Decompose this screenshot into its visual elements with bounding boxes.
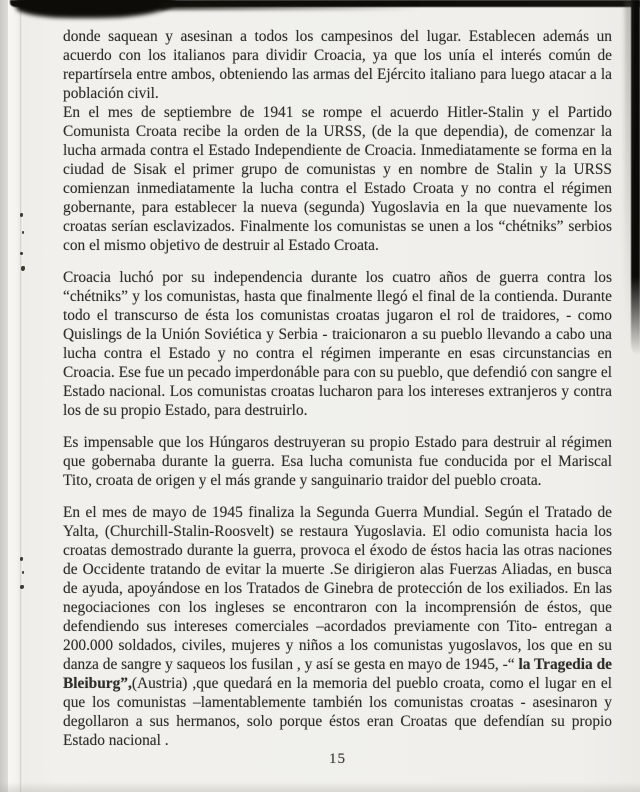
paragraph-2: En el mes de septiembre de 1941 se rompe el acuerdo Hitler-Stalin y el Partido Comunista Croata recibe la orden de la URSS, (de la que dependia), de comenzar la lucha armada contra el Estado Independiente de Croacia. Inmediatamente se forma en la ciudad de Sisak el primer grupo de comunistas y en nombre de Stalin y la URSS comienzan inmediatamente la lucha contra el Estado Croata y no contra el régimen gobernante, para establecer la nueva (segunda) Yugoslavia en la que nuevamente los croatas serían esclavizados. Finalmente los comunistas se unen a los “chétniks” serbios con el mismo objetivo de destruir al Estado Croata. [63,104,612,254]
scan-edge-left [0,0,8,792]
paragraph-5-text: En el mes de mayo de 1945 finaliza la Segunda Guerra Mundial. Según el Tratado de Yalta, (Churchill-Stalin-Roosvelt) se restaura Yugoslavia. El odio comunista hacia los croatas demostrado durante la guerra, provoca el éxodo de éstos hacia las otras naciones de Occidente tratando de evitar la muerte .Se dirigieron alas Fuerzas Aliadas, en busca de ayuda, apoyándose en los Tratados de Ginebra de protección de los exiliados. En las negociaciones con los ingleses se encontraron con la incomprensión de éstos, que defendiendo sus intereses comerciales –acordados previamente con Tito- entregan a 200.000 soldados, civiles, mujeres y niños a los comunistas yugoslavos, los que en su danza de sangre y saqueos los fusilan , y así se gesta en mayo de 1945, -“ [63,504,612,673]
paragraph-5-bold-phrase: la Tragedia de Bleiburg”, [63,656,612,692]
paragraph-4: Es impensable que los Húngaros destruyeran su propio Estado para destruir al régimen que gobernaba durante la guerra. Esa lucha comunista fue conducida por el Mariscal Tito, croata de origen y el más grande y sanguinario traidor del pueblo croata. [63,434,612,489]
scan-shadow-right [631,0,640,355]
paragraph-5-text-after: (Austria) ,que quedará en la memoria del pueblo croata, como el lugar en el que los comunistas –lamentablemente también los comunistas croatas - asesinaron y degollaron a sus hermanos, solo porque éstos eran Croatas que defendían su propio Estado nacional . [63,675,612,749]
scan-shadow-top-taper [160,2,420,10]
page-number: 15 [329,751,346,767]
scan-edge-bottom [0,782,640,792]
paragraph-5 [63,503,612,750]
scan-shadow-top-blob [16,0,176,18]
binding-ink-speck [22,231,24,234]
scan-shadow-right-soft [625,0,632,330]
binding-ink-speck [22,571,24,574]
binding-ink-speck [20,585,24,589]
binding-ink-speck [21,266,25,271]
text-block [63,27,612,750]
scan-edge-left-highlight [8,0,18,792]
paragraph-1: donde saquean y asesinan a todos los campesinos del lugar. Establecen además un acuerdo con los italianos para dividir Croacia, ya que los unía el interés común de repartírsela entre ambos, obteniendo las armas del Ejército italiano para luego atacar a la población civil. [63,28,612,102]
binding-crease [20,10,23,792]
paragraph-3: Croacia luchó por su independencia durante los cuatro años de guerra contra los “chétniks” y los comunistas, hasta que finalmente llegó el final de la contienda. Durante todo el transcurso de ésta los comunistas croatas jugaron el rol de traidores, - como Quislings de la Unión Soviética y Serbia - traicionaron a su pueblo llevando a cabo una lucha contra el Estado y no contra el régimen imperante en esas circunstancias en Croacia. Ese fue un pecado imperdonáble para con su pueblo, que defendió con sangre el Estado nacional. Los comunistas croatas lucharon para los intereses extranjeros y contra los de su propio Estado, para destruirlo. [63,269,612,419]
